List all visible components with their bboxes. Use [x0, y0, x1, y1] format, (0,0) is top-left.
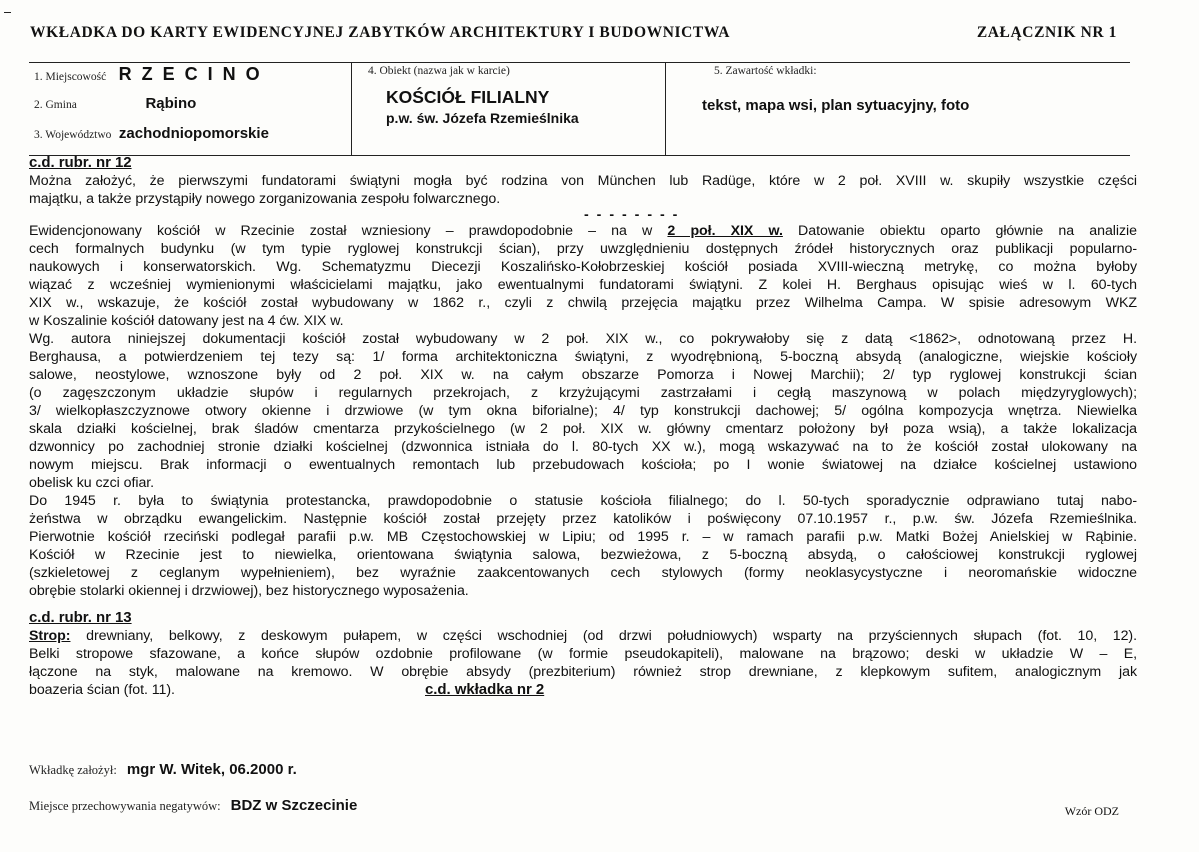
text-line: 3/ wielkopłaszczyznowe otwory okienne i drzwiowe (w tym okna biforialne); 4/ typ konstrukcji dachowej; 5/ ogólna kompozycja wnętrza. Niewielka: [29, 403, 1137, 419]
text-line: (o zagęszczonym układzie słupów i regularnych przekrojach, z krzyżującymi zastrzałami i cegłą maszynową w polach międzyryglowych);: [29, 385, 1137, 401]
text-line: Wg. autora niniejszej dokumentacji kościół został wybudowany w 2 poł. XIX w., co pokrywałoby się z datą <1862>, odnotowaną przez H.: [29, 331, 1137, 347]
author-value: mgr W. Witek, 06.2000 r.: [126, 761, 297, 778]
text-line: skala działki kościelnej, brak śladów cmentarza przykościelnego (w 2 poł. XIX w. główny cmentarz położony był poza wsią), a także lokalizacja: [29, 421, 1137, 437]
text-line: łączone na styk, malowane na kremowo. W obrębie absydy (prezbiterium) również strop drewniane, z klepkowym sufitem, analogicznym jak: [29, 664, 1137, 680]
text-line: obelisk ku czci ofiar.: [29, 475, 155, 491]
voivodeship-label: 3. Województwo: [34, 129, 112, 141]
object-column: [352, 63, 666, 155]
text-line: Berghausa, a potwierdzeniem tej tezy są: 1/ forma architektoniczna świątyni, z wyodrębnioną, 5-boczną absydą (analogiczne, wiejskie kościoły: [29, 349, 1137, 365]
text-line: salowe, neostylowe, wznoszone były od 2 poł. XIX w. na całym obszarze Pomorza i Nowej Marchii); 2/ typ ryglowej konstrukcji ścian: [29, 367, 1137, 383]
text-line: naukowych i konserwatorskich. Wg. Schematyzmu Diecezji Koszalińsko-Kołobrzeskiej kościół posiada XVIII-wieczną metrykę, co można byłoby: [29, 259, 1137, 275]
text-line: w Koszalinie kościół datowany jest na 4 ćw. XIX w.: [29, 313, 344, 329]
object-label: 4. Obiekt (nazwa jak w karcie): [368, 65, 510, 77]
text-fragment: Ewidencjonowany kościół w Rzecinie został wzniesiony – prawdopodobnie – na w: [29, 223, 668, 239]
body-text: [29, 154, 1137, 699]
text-line: wiązać z wcześniej wymienionymi właścicielami majątku, jako ewentualnymi fundatorami świątyni. Z kolei H. Berghaus opisując wieś w l. 60-tych: [29, 277, 1137, 293]
gmina-field: [34, 95, 196, 113]
text-line: [29, 681, 1137, 699]
location-column: [29, 63, 352, 155]
town-label: 1. Miejscowość: [34, 71, 107, 83]
contents-column: [666, 63, 1130, 155]
author-field: [29, 761, 297, 779]
text-line: [29, 627, 1137, 645]
rubric-13-heading: c.d. rubr. nr 13: [29, 609, 132, 626]
contents-value: tekst, mapa wsi, plan sytuacyjny, foto: [702, 97, 970, 114]
text-line: cech formalnych budynku (w tym typie ryglowej konstrukcji ścian), przy uwzględnieniu dostępnych źródeł historycznych oraz publikacji popularno-: [29, 241, 1137, 257]
ceiling-heading: Strop:: [29, 628, 71, 644]
text-line: majątku, a także przystąpiły nowego zorganizowania zespołu folwarcznego.: [29, 191, 501, 207]
template-code: Wzór ODZ: [1064, 804, 1119, 818]
town-value: R Z E C I N O: [118, 64, 263, 84]
town-field: [34, 64, 262, 85]
voivodeship-field: [34, 125, 269, 143]
text-fragment: drewniany, belkowy, z deskowym pułapem, w części wschodniej (od drzwi południowych) wsparty na przyściennych słupach (fot. 10, 12).: [70, 628, 1137, 644]
text-line: Do 1945 r. była to świątynia protestancka, prawdopodobnie o statusie kościoła filialnego; do l. 50-tych sporadycznie odprawiano tutaj nabo-: [29, 493, 1137, 509]
text-line: nowym miejscu. Brak informacji o ewentualnych remontach lub przebudowach kościoła; po I wonie światowej na działce kościelnej ustawiono: [29, 457, 1137, 473]
dating-highlight: 2 poł. XIX w.: [667, 223, 783, 239]
annex-number: ZAŁĄCZNIK NR 1: [976, 24, 1117, 41]
text-line: Można założyć, że pierwszymi fundatorami świątyni mogła być rodzina von München lub Radüge, które w 2 poł. XVIII w. skupiły wszystkie części: [29, 173, 1137, 189]
header-fields-box: [29, 62, 1130, 156]
text-line: żeństwa w obrządku ewangelickim. Następnie kościół został przejęty przez katolików i poświęcony 07.10.1957 r., p.w. św. Józefa Rzemieślnika.: [29, 511, 1137, 527]
corner-mark: [4, 12, 11, 13]
text-line: [29, 222, 1137, 240]
document-title: WKŁADKA DO KARTY EWIDENCYJNEJ ZABYTKÓW ARCHITEKTURY I BUDOWNICTWA: [30, 24, 731, 41]
object-dedication: p.w. św. Józefa Rzemieślnika: [386, 110, 579, 126]
voivodeship-value: zachodniopomorskie: [118, 125, 269, 142]
text-line: obrębie stolarki okiennej i drzwiowej), bez historycznego wyposażenia.: [29, 583, 469, 599]
storage-label: Miejsce przechowywania negatywów:: [29, 799, 221, 813]
gmina-label: 2. Gmina: [34, 99, 77, 111]
continued-reference: c.d. wkładka nr 2: [425, 681, 545, 698]
object-name: KOŚCIÓŁ FILIALNY: [386, 87, 550, 107]
gmina-value: Rąbino: [145, 95, 197, 112]
text-line: dzwonnicy po zachodniej stronie działki kościelnej (dzwonnica istniała do l. 80-tych XX w.), mogą wskazywać na to że kościół został ulokowany na: [29, 439, 1137, 455]
text-line: (szkieletowej z ceglanym wypełnieniem), bez wyraźnie zaakcentowanych cech stylowych (formy neoklasycystyczne i neoromańskie widoczne: [29, 565, 1137, 581]
text-line: Belki stropowe sfazowane, a końce słupów ozdobnie profilowane (w formie pseudokapiteli), malowane na brązowo; deski w układzie W – E,: [29, 646, 1137, 662]
storage-value: BDZ w Szczecinie: [230, 797, 358, 814]
rubric-12-heading: c.d. rubr. nr 12: [29, 154, 132, 171]
text-fragment: Datowanie obiektu oparto głównie na analizie: [782, 223, 1138, 239]
contents-label: 5. Zawartość wkładki:: [714, 65, 817, 77]
text-fragment: boazeria ścian (fot. 11).: [29, 682, 175, 698]
section-separator: - - - - - - - -: [584, 207, 680, 223]
author-label: Wkładkę założył:: [29, 763, 117, 777]
text-line: XIX w., wskazuje, że kościół został wybudowany w 1862 r., czyli z chwilą przejęcia majątku przez Wilhelma Campa. W spisie adresowym WKZ: [29, 295, 1137, 311]
storage-field: [29, 797, 357, 815]
text-line: Pierwotnie kościół rzeciński podlegał parafii p.w. MB Częstochowskiej w Lipiu; od 1995 r. – w ramach parafii p.w. Matki Bożej Anielskiej w Rąbinie.: [29, 529, 1137, 545]
text-line: Kościół w Rzecinie jest to niewielka, orientowana świątynia salowa, bezwieżowa, z 5-boczną absydą, o całościowej konstrukcji ryglowej: [29, 547, 1137, 563]
